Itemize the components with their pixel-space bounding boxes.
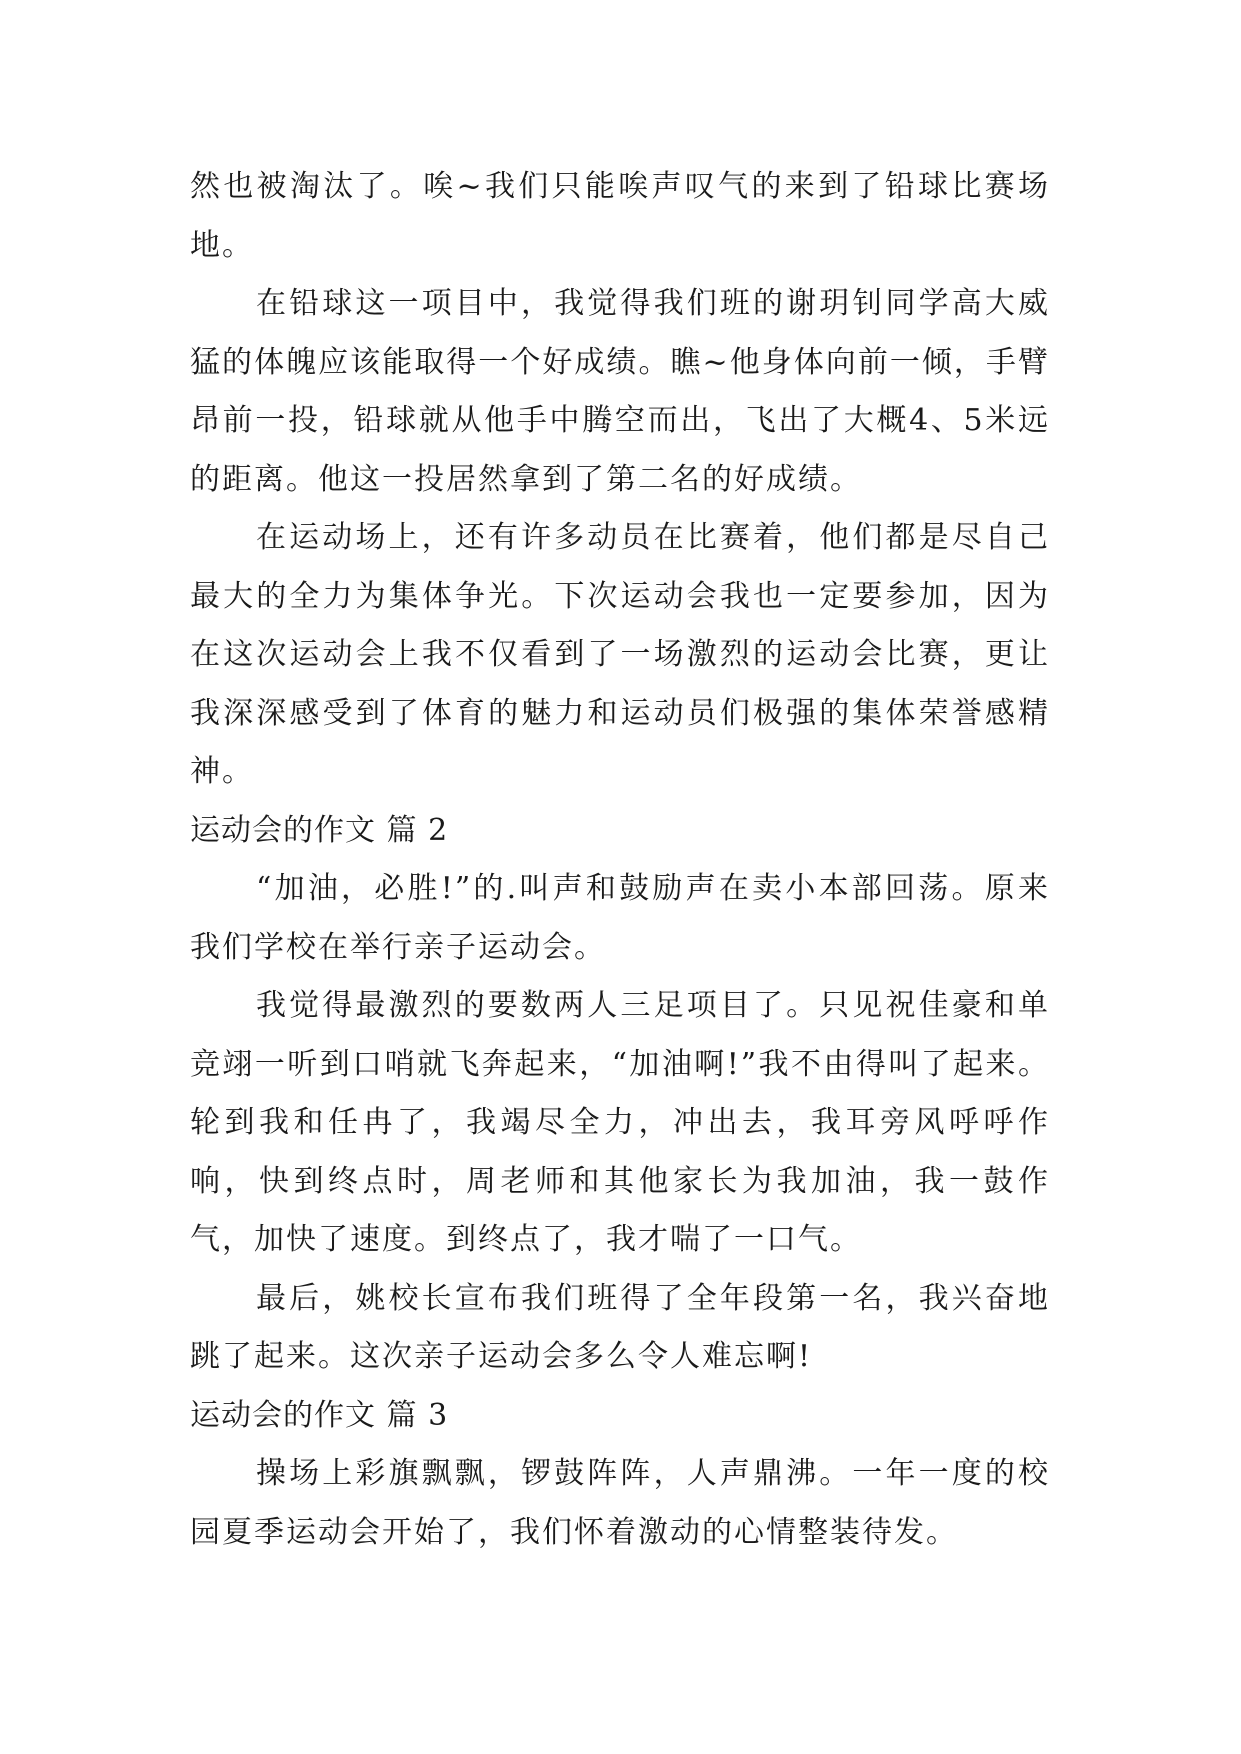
paragraph-sports-field: 在运动场上，还有许多动员在比赛着，他们都是尽自己最大的全力为集体争光。下次运动会我也一定要参加，因为在这次运动会上我不仅看到了一场激烈的运动会比赛，更让我深深感受到了体育的魅力和运动员们极强的集体荣誉感精神。 [190, 520, 1050, 789]
document-body [190, 158, 1050, 1562]
paragraph-shot-put: 在铅球这一项目中，我觉得我们班的谢玥钊同学高大威猛的体魄应该能取得一个好成绩。瞧~他身体向前一倾，手臂昂前一投，铅球就从他手中腾空而出，飞出了大概4、5米远的距离。他这一投居然拿到了第二名的好成绩。 [190, 286, 1050, 497]
paragraph-opening: 操场上彩旗飘飘，锣鼓阵阵，人声鼎沸。一年一度的校园夏季运动会开始了，我们怀着激动的心情整装待发。 [190, 1456, 1050, 1550]
paragraph-result: 最后，姚校长宣布我们班得了全年段第一名，我兴奋地跳了起来。这次亲子运动会多么令人难忘啊! [190, 1280, 1050, 1374]
paragraph-three-legged-race: 我觉得最激烈的要数两人三足项目了。只见祝佳豪和单竞翊一听到口哨就飞奔起来，“加油啊!”我不由得叫了起来。轮到我和任冉了，我竭尽全力，冲出去，我耳旁风呼呼作响，快到终点时，周老师和其他家长为我加油，我一鼓作气，加快了速度。到终点了，我才喘了一口气。 [190, 988, 1050, 1257]
paragraph-continued: 然也被淘汰了。唉~我们只能唉声叹气的来到了铅球比赛场地。 [190, 169, 1050, 263]
section-heading-2: 运动会的作文 篇 2 [190, 812, 449, 848]
section-heading-3: 运动会的作文 篇 3 [190, 1397, 449, 1433]
paragraph-cheering: “加油，必胜!”的.叫声和鼓励声在卖小本部回荡。原来我们学校在举行亲子运动会。 [190, 871, 1050, 965]
